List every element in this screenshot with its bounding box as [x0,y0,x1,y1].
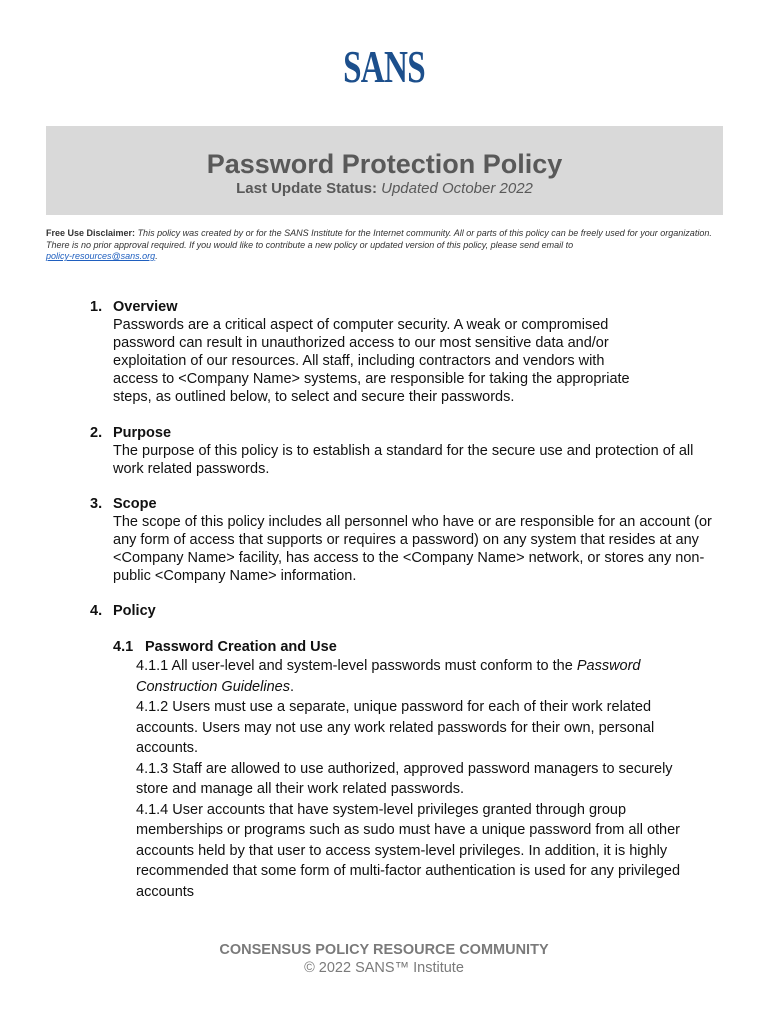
policy-item-4-1-4: 4.1.4 User accounts that have system-level privileges granted through group memberships or programs such as sudo must have a unique password from all other accounts held by that user to access system-level privileges. In addition, it is highly recommended that some form of multi-factor authentication is used for any privileged accounts [136,801,681,900]
policy-item-4-1-2: 4.1.2 Users must use a separate, unique password for each of their work related accounts. Users may not use any work related passwords for their own, personal accounts. [136,699,655,756]
section-number: 4. [90,603,103,619]
section-body: The purpose of this policy is to establish a standard for the secure use and protection of all work related passwords. [113,443,694,477]
section-number: 3. [90,496,103,512]
status-value: Updated October 2022 [381,180,533,197]
section-body: The scope of this policy includes all personnel who have or are responsible for an account (or any form of access that supports or requires a password) on any system that resides at any <Company Name> facility, has access to the <Company Name> network, or stores any non-public <Company Name> information. [113,514,712,584]
policy-items [136,656,686,902]
section-heading: Scope [113,496,157,512]
policy-email-link[interactable]: policy-resources@sans.org [46,251,156,261]
footer-copyright: © 2022 SANS™ Institute [304,960,464,976]
section-body: Passwords are a critical aspect of computer security. A weak or compromised password can result in unauthorized access to our most sensitive data and/or exploitation of our resources. All staff, including contractors and vendors with access to <Company Name> systems, are responsible for taking the appropriate steps, as outlined below, to select and secure their passwords. [113,317,630,405]
section-number: 2. [90,425,103,441]
status-label: Last Update Status: [236,180,377,197]
section-number: 1. [90,299,103,315]
sans-logo: SANS [343,41,425,92]
subsection-number: 4.1 [113,639,134,655]
free-use-disclaimer [46,228,726,263]
policy-item-4-1-3: 4.1.3 Staff are allowed to use authorized, approved password managers to securely store and manage all their work related passwords. [136,760,673,797]
section-purpose [90,424,730,478]
subsection-password-creation [113,638,713,656]
page-title: Password Protection Policy [206,149,563,179]
section-policy [90,602,730,620]
policy-item-4-1-1: 4.1.1 All user-level and system-level passwords must conform to the Password Construction Guidelines. [136,658,641,695]
disclaimer-end: . [155,251,158,261]
section-heading: Overview [113,299,178,315]
title-banner [46,126,723,215]
footer-community: CONSENSUS POLICY RESOURCE COMMUNITY [219,942,549,958]
page-footer [0,941,768,977]
subsection-heading: Password Creation and Use [145,639,337,655]
disclaimer-text: This policy was created by or for the SANS Institute for the Internet community. All or parts of this policy can be freely used for your organization. There is no prior approval required. If you would like to contribute a new policy or updated version of this policy, please send email to [46,228,712,250]
section-scope [90,495,730,585]
update-status [46,180,723,198]
disclaimer-label: Free Use Disclaimer: [46,228,136,238]
section-heading: Purpose [113,425,172,441]
section-overview [90,298,730,406]
section-heading: Policy [113,603,156,619]
